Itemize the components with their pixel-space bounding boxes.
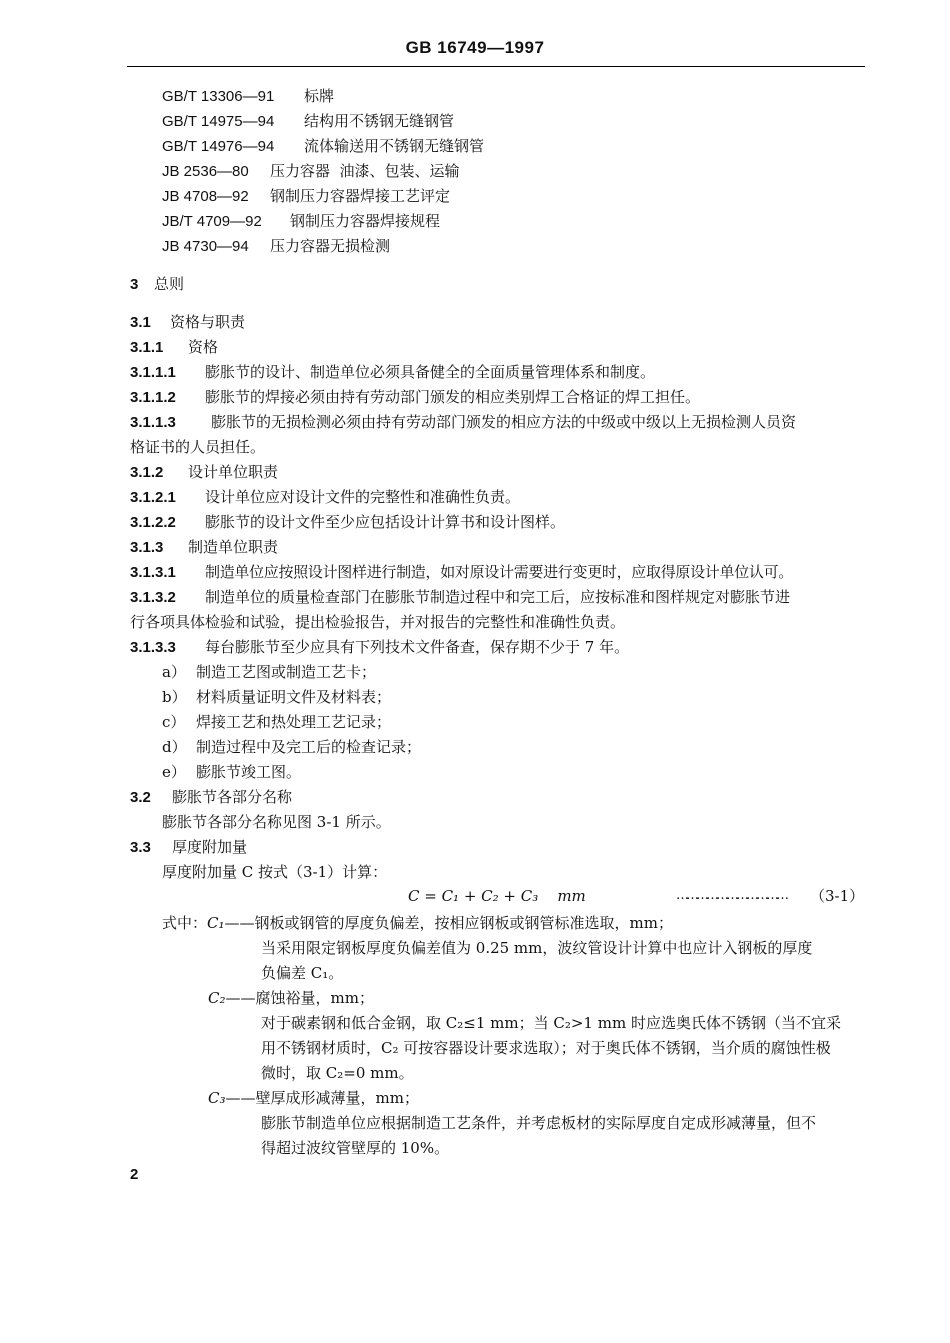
- clause-text-continued: 格证书的人员担任。: [130, 438, 266, 456]
- clause-number: 3.1.3: [130, 539, 164, 556]
- clause-paragraph: [130, 412, 796, 433]
- formula-number: （3-1）: [810, 887, 865, 905]
- clause-number: 3.1.1.1: [130, 364, 176, 381]
- reference-title: 钢制压力容器焊接规程: [290, 212, 441, 230]
- list-label: e）: [162, 763, 186, 781]
- list-label: a）: [162, 663, 186, 681]
- clause-number: 3.1.3.2: [130, 589, 176, 606]
- list-item: [162, 662, 376, 682]
- list-text: 制造工艺图或制造工艺卡；: [196, 663, 377, 681]
- clause-heading: [130, 787, 292, 808]
- list-text: 膨胀节竣工图。: [196, 763, 302, 781]
- list-label: d）: [162, 738, 187, 756]
- variable-definition: [208, 988, 374, 1008]
- clause-number: 3.1.2.1: [130, 489, 176, 506]
- clause-number: 3.3: [130, 839, 151, 856]
- definition-dash: ——: [224, 914, 255, 932]
- clause-paragraph: [130, 562, 793, 583]
- list-text: 材料质量证明文件及材料表；: [196, 688, 392, 706]
- clause-heading: [130, 462, 278, 483]
- clause-number: 3.1.3.3: [130, 639, 176, 656]
- clause-text: 膨胀节各部分名称见图 3-1 所示。: [162, 813, 391, 831]
- clause-number: 3.1.2: [130, 464, 164, 481]
- variable-description: 钢板或钢管的厚度负偏差，按相应钢板或钢管标准选取，mm；: [254, 914, 673, 932]
- clause-text: 制造单位的质量检查部门在膨胀节制造过程中和完工后，应按标准和图样规定对膨胀节进: [205, 588, 791, 606]
- reference-title: 标牌: [304, 87, 335, 105]
- clause-number: 3.1.1.2: [130, 389, 176, 406]
- variable-symbol: C₂: [208, 989, 226, 1007]
- variable-definition: [162, 913, 673, 933]
- reference-item: [162, 186, 450, 207]
- clause-number: 3.1.1: [130, 339, 164, 356]
- section-title: 总则: [154, 275, 185, 293]
- clause-title: 资格与职责: [170, 313, 246, 331]
- where-lead: 式中：: [162, 914, 208, 932]
- clause-paragraph: [130, 487, 520, 508]
- reference-code: JB 4708—92: [162, 188, 249, 205]
- clause-number: 3.1: [130, 314, 151, 331]
- reference-item: [162, 136, 484, 157]
- definition-dash: ——: [225, 989, 256, 1007]
- reference-code: GB/T 14975—94: [162, 113, 275, 130]
- list-item: [162, 737, 421, 757]
- variable-symbol: C₁: [207, 914, 225, 932]
- list-label: b）: [162, 688, 187, 706]
- reference-title: 结构用不锈钢无缝钢管: [304, 112, 455, 130]
- variable-definition: [208, 1088, 419, 1108]
- document-header: GB 16749—1997: [405, 38, 545, 57]
- reference-title: 钢制压力容器焊接工艺评定: [270, 187, 451, 205]
- clause-title: 膨胀节各部分名称: [172, 788, 293, 806]
- clause-text: 膨胀节的焊接必须由持有劳动部门颁发的相应类别焊工合格证的焊工担任。: [205, 388, 701, 406]
- clause-text-continued: 行各项具体检验和试验，提出检验报告，并对报告的完整性和准确性负责。: [130, 613, 626, 631]
- variable-description: 壁厚成形减薄量，mm；: [255, 1089, 419, 1107]
- clause-text: 设计单位应对设计文件的完整性和准确性负责。: [205, 488, 521, 506]
- clause-number: 3.2: [130, 789, 151, 806]
- variable-symbol: C₃: [208, 1089, 226, 1107]
- section-heading: [130, 274, 184, 295]
- reference-item: [162, 236, 390, 257]
- clause-paragraph: [130, 512, 565, 533]
- clause-paragraph: [130, 362, 655, 383]
- clause-heading: [130, 837, 247, 858]
- clause-text: 制造单位应按照设计图样进行制造，如对原设计需要进行变更时，应取得原设计单位认可。: [205, 563, 794, 581]
- variable-description: 腐蚀裕量，mm；: [255, 989, 374, 1007]
- reference-item: [162, 161, 460, 182]
- list-item: [162, 762, 301, 782]
- clause-heading: [130, 537, 278, 558]
- header-rule: [127, 66, 865, 67]
- section-number: 3: [130, 276, 139, 293]
- definition-dash: ——: [225, 1089, 256, 1107]
- formula-leader-dots: ……………………………: [676, 888, 786, 903]
- variable-note: 当采用限定钢板厚度负偏差值为 0.25 mm，波纹管设计计算中也应计入钢板的厚度: [261, 939, 813, 957]
- variable-note: 得超过波纹管壁厚的 10%。: [261, 1139, 450, 1157]
- page-number: 2: [130, 1166, 139, 1183]
- clause-title: 设计单位职责: [188, 463, 279, 481]
- list-text: 制造过程中及完工后的检查记录；: [196, 738, 422, 756]
- reference-title: 流体输送用不锈钢无缝钢管: [304, 137, 485, 155]
- variable-note: 微时，取 C₂=0 mm。: [261, 1064, 414, 1082]
- variable-note: 膨胀节制造单位应根据制造工艺条件，并考虑板材的实际厚度自定成形减薄量，但不: [261, 1114, 817, 1132]
- clause-number: 3.1.3.1: [130, 564, 176, 581]
- clause-text: 膨胀节的设计文件至少应包括设计计算书和设计图样。: [205, 513, 566, 531]
- reference-item: [162, 211, 440, 232]
- clause-number: 3.1.1.3: [130, 414, 176, 431]
- reference-code: GB/T 14976—94: [162, 138, 275, 155]
- list-text: 焊接工艺和热处理工艺记录；: [196, 713, 392, 731]
- clause-paragraph: [130, 637, 629, 658]
- clause-text: 每台膨胀节至少应具有下列技术文件备查，保存期不少于 7 年。: [205, 638, 630, 656]
- clause-number: 3.1.2.2: [130, 514, 176, 531]
- clause-heading: [130, 312, 245, 333]
- reference-code: JB 4730—94: [162, 238, 249, 255]
- reference-title: 压力容器无损检测: [270, 237, 391, 255]
- clause-heading: [130, 337, 218, 358]
- variable-note: 对于碳素钢和低合金钢，取 C₂≤1 mm；当 C₂>1 mm 时应选奥氏体不锈钢（当不宜采: [261, 1014, 841, 1032]
- reference-code: JB 2536—80: [162, 163, 249, 180]
- clause-text: 膨胀节的设计、制造单位必须具备健全的全面质量管理体系和制度。: [205, 363, 656, 381]
- clause-paragraph: [130, 587, 790, 608]
- clause-paragraph: [130, 387, 700, 408]
- variable-note: 负偏差 C₁。: [261, 964, 344, 982]
- list-item: [162, 712, 391, 732]
- reference-code: JB/T 4709—92: [162, 213, 262, 230]
- clause-text: 膨胀节的无损检测必须由持有劳动部门颁发的相应方法的中级或中级以上无损检测人员资: [211, 413, 797, 431]
- clause-text: 厚度附加量 C 按式（3-1）计算：: [162, 863, 388, 881]
- clause-title: 资格: [188, 338, 219, 356]
- reference-title: 压力容器 油漆、包装、运输: [270, 162, 460, 180]
- list-label: c）: [162, 713, 186, 731]
- list-item: [162, 687, 391, 707]
- reference-item: [162, 86, 334, 107]
- formula-expression: C = C₁ + C₂ + C₃ mm: [408, 887, 586, 905]
- clause-title: 制造单位职责: [188, 538, 279, 556]
- clause-title: 厚度附加量: [172, 838, 248, 856]
- variable-note: 用不锈钢材质时，C₂ 可按容器设计要求选取）；对于奥氏体不锈钢，当介质的腐蚀性极: [261, 1039, 831, 1057]
- reference-code: GB/T 13306—91: [162, 88, 275, 105]
- reference-item: [162, 111, 454, 132]
